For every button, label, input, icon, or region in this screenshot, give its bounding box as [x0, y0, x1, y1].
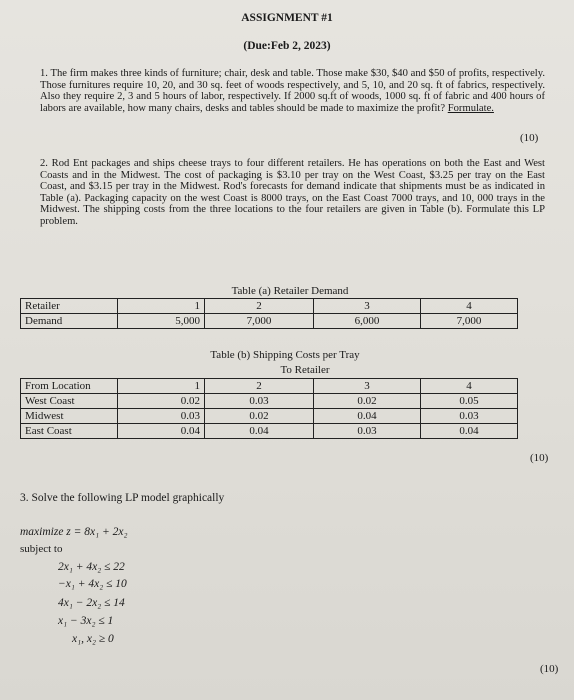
table-cell: Demand: [21, 314, 118, 329]
table-row: [21, 424, 518, 439]
retailer-demand-table: [20, 298, 518, 329]
table-cell: 6,000: [314, 314, 421, 329]
table-cell: 3: [314, 299, 421, 314]
table-cell: 4: [421, 379, 518, 394]
shipping-costs-table: [20, 378, 518, 439]
table-cell: 2: [205, 379, 314, 394]
question-2-points: (10): [530, 452, 549, 464]
formulate-label: Formulate.: [447, 102, 494, 114]
table-cell: 7,000: [421, 314, 518, 329]
table-a-caption: Table (a) Retailer Demand: [231, 285, 349, 297]
non-negativity-constraint: x₁, x₂ ≥ 0: [72, 633, 114, 645]
due-date: (Due:Feb 2, 2023): [243, 40, 331, 52]
table-cell: 0.02: [314, 394, 421, 409]
table-cell: From Location: [21, 379, 118, 394]
table-cell: Midwest: [21, 409, 118, 424]
table-cell: 0.03: [314, 424, 421, 439]
assignment-title: ASSIGNMENT #1: [241, 12, 333, 24]
table-cell: 7,000: [205, 314, 314, 329]
table-cell: Retailer: [21, 299, 118, 314]
question-2: 2. Rod Ent packages and ships cheese trays to four different retailers. He has operations on both the East and West Coasts and in the Midwest. The cost of packaging is $3.10 per tray on the West Coast, $3.25 per tray on the East Coast, and $3.15 per tray in the Midwest. Rod's forecasts for demand indicate that shipments must be as indicated in Table (a). Packaging capacity on the west Coast is 8000 trays, on the East Coast 7000 trays, and 10, 000 trays in the Midwest. The shipping costs from the three locations to the four retailers are given in Table (b). Formulate this LP problem.: [40, 158, 545, 227]
table-cell: 0.02: [118, 394, 205, 409]
table-b-subcaption: To Retailer: [280, 364, 330, 376]
table-cell: 0.03: [421, 409, 518, 424]
table-b-caption: Table (b) Shipping Costs per Tray: [210, 349, 360, 361]
table-cell: 3: [314, 379, 421, 394]
table-cell: 4: [421, 299, 518, 314]
constraint-4: x₁ − 3x₂ ≤ 1: [58, 615, 114, 627]
table-cell: 0.03: [118, 409, 205, 424]
question-3-heading: 3. Solve the following LP model graphically: [20, 492, 225, 504]
table-cell: 1: [118, 299, 205, 314]
table-cell: West Coast: [21, 394, 118, 409]
question-1-points: (10): [520, 132, 539, 144]
table-cell: 0.04: [421, 424, 518, 439]
table-row: [21, 379, 518, 394]
table-row: [21, 299, 518, 314]
table-row: [21, 314, 518, 329]
question-3-points: (10): [540, 663, 559, 675]
question-1: [40, 68, 545, 114]
constraint-1: 2x₁ + 4x₂ ≤ 22: [58, 561, 125, 573]
question-1-text: 1. The firm makes three kinds of furniture; chair, desk and table. Those make $30, $40 and $50 of profits, respectively. Those furnitures require 10, 20, and 30 sq. feet of woods respectively, and 5, 10, and 20 sq. ft of fabrics, respectively. Also they require 2, 3 and 5 hours of labor, respectively. If 2000 sq.ft of woods, 1000 sq. ft of fabric and 400 hours of labors are available, how many chairs, desks and tables should be made to maximize the profit?: [40, 68, 545, 114]
table-row: [21, 409, 518, 424]
table-cell: 0.03: [205, 394, 314, 409]
constraint-3: 4x₁ − 2x₂ ≤ 14: [58, 597, 125, 609]
table-cell: 0.04: [205, 424, 314, 439]
objective-function: maximize z = 8x₁ + 2x₂: [20, 526, 128, 538]
subject-to-label: subject to: [20, 543, 63, 555]
table-cell: 1: [118, 379, 205, 394]
table-cell: 5,000: [118, 314, 205, 329]
table-cell: 0.02: [205, 409, 314, 424]
table-cell: 2: [205, 299, 314, 314]
table-row: [21, 394, 518, 409]
table-cell: 0.04: [314, 409, 421, 424]
constraint-2: −x₁ + 4x₂ ≤ 10: [58, 578, 127, 590]
table-cell: East Coast: [21, 424, 118, 439]
table-cell: 0.04: [118, 424, 205, 439]
table-cell: 0.05: [421, 394, 518, 409]
